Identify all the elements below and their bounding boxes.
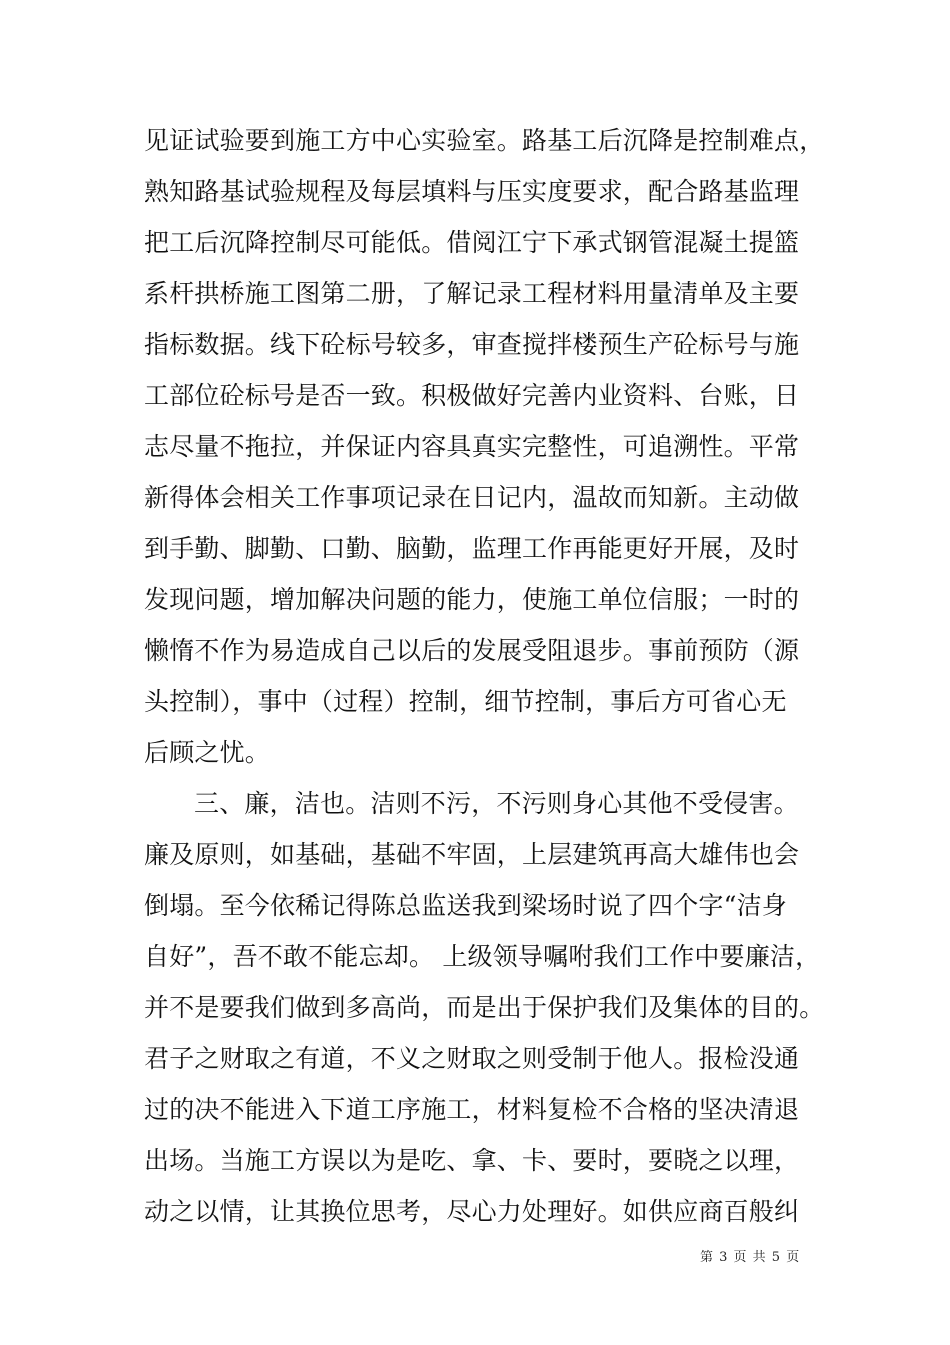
body-text-line: 懒惰不作为易造成自己以后的发展受阻退步。事前预防（源 [144,636,800,665]
body-text-line: 熟知路基试验规程及每层填料与压实度要求，配合路基监理 [144,177,800,206]
body-text-line: 把工后沉降控制尽可能低。借阅江宁下承式钢管混凝土提篮 [144,228,800,257]
body-text-line: 后顾之忧。 [144,738,271,767]
body-text-line: 自好”，吾不敢不能忘却。 上级领导嘱咐我们工作中要廉洁， [144,942,821,971]
body-text-line: 动之以情，让其换位思考，尽心力处理好。如供应商百般纠 [144,1197,800,1226]
body-text-line: 过的决不能进入下道工序施工，材料复检不合格的坚决清退 [144,1095,800,1124]
page-number-footer: 第 3 页 共 5 页 [700,1250,801,1265]
body-text-line: 新得体会相关工作事项记录在日记内，温故而知新。主动做 [144,483,800,512]
body-text-line: 君子之财取之有道，不义之财取之则受制于他人。报检没通 [144,1044,800,1073]
body-text-line: 工部位砼标号是否一致。积极做好完善内业资料、台账，日 [144,381,800,410]
paragraph-first-line: 三、廉，洁也。洁则不污，不污则身心其他不受侵害。 [194,789,799,818]
body-text-line: 见证试验要到施工方中心实验室。路基工后沉降是控制难点， [144,126,825,155]
body-text-line: 出场。当施工方误以为是吃、拿、卡、要时，要晓之以理， [144,1146,800,1175]
body-text-line: 系杆拱桥施工图第二册，了解记录工程材料用量清单及主要 [144,279,800,308]
body-text-line: 志尽量不拖拉，并保证内容具真实完整性，可追溯性。平常 [144,432,800,461]
body-text-line: 头控制），事中（过程）控制，细节控制，事后方可省心无 [144,687,787,716]
body-text-line: 指标数据。线下砼标号较多，审查搅拌楼预生产砼标号与施 [144,330,800,359]
body-text-line: 发现问题，增加解决问题的能力，使施工单位信服；一时的 [144,585,800,614]
body-text-line: 到手勤、脚勤、口勤、脑勤，监理工作再能更好开展，及时 [144,534,800,563]
body-text-line: 并不是要我们做到多高尚，而是出于保护我们及集体的目的。 [144,993,825,1022]
body-text-line: 倒塌。至今依稀记得陈总监送我到梁场时说了四个字“洁身 [144,891,787,920]
body-text-line: 廉及原则，如基础，基础不牢固，上层建筑再高大雄伟也会 [144,840,800,869]
